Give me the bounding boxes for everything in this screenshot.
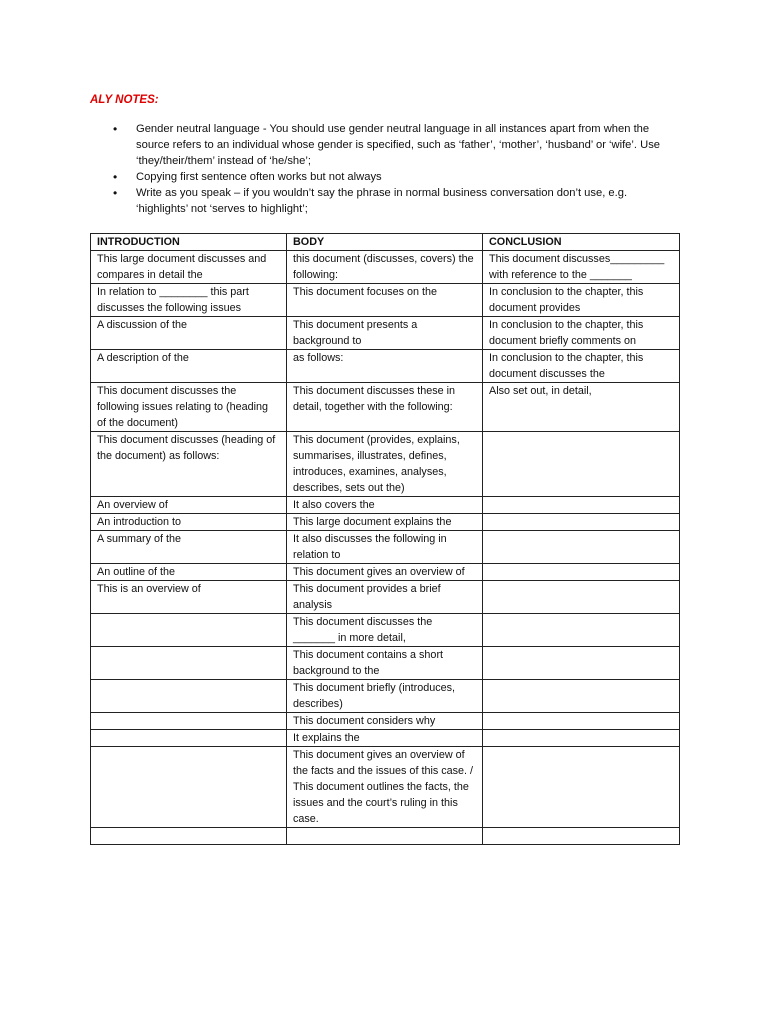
body-cell (287, 828, 483, 845)
conclusion-cell: Also set out, in detail, (483, 383, 680, 432)
bullet-item: • Write as you speak – if you wouldn’t say the phrase in normal business conversation don’t use, e.g. ‘highlights’ not ‘serves to highlight’; (113, 185, 673, 217)
table-row (91, 350, 680, 383)
conclusion-cell (483, 531, 680, 564)
table-row (91, 284, 680, 317)
header-introduction: INTRODUCTION (91, 234, 287, 251)
conclusion-cell (483, 713, 680, 730)
table-row (91, 730, 680, 747)
intro-cell (91, 747, 287, 828)
intro-cell (91, 647, 287, 680)
intro-cell: This document discusses the following issues relating to (heading of the document) (91, 383, 287, 432)
intro-cell (91, 730, 287, 747)
conclusion-cell (483, 497, 680, 514)
body-cell: It explains the (287, 730, 483, 747)
body-cell: It also discusses the following in relation to (287, 531, 483, 564)
intro-cell: A summary of the (91, 531, 287, 564)
bullet-item: • Copying first sentence often works but not always (113, 169, 673, 185)
conclusion-cell (483, 828, 680, 845)
conclusion-cell: In conclusion to the chapter, this document discusses the (483, 350, 680, 383)
body-cell: This document contains a short background to the (287, 647, 483, 680)
intro-cell: A description of the (91, 350, 287, 383)
conclusion-cell (483, 614, 680, 647)
table-row (91, 747, 680, 828)
body-cell: This document briefly (introduces, describes) (287, 680, 483, 713)
table-row (91, 317, 680, 350)
table-row (91, 251, 680, 284)
body-cell: This document (provides, explains, summarises, illustrates, defines, introduces, examines, analyses, describes, sets out the) (287, 432, 483, 497)
table-row (91, 647, 680, 680)
intro-cell: In relation to ________ this part discusses the following issues (91, 284, 287, 317)
body-cell: This document gives an overview of the facts and the issues of this case. / This document outlines the facts, the issues and the court’s ruling in this case. (287, 747, 483, 828)
table-header-row (91, 234, 680, 251)
header-body: BODY (287, 234, 483, 251)
intro-cell: An overview of (91, 497, 287, 514)
notes-title: ALY NOTES: (90, 94, 159, 106)
conclusion-cell (483, 514, 680, 531)
table-row (91, 432, 680, 497)
body-cell: It also covers the (287, 497, 483, 514)
body-cell: This document provides a brief analysis (287, 581, 483, 614)
conclusion-cell (483, 730, 680, 747)
table-row (91, 614, 680, 647)
bullet-item: • Gender neutral language - You should use gender neutral language in all instances apart from when the source refers to an individual whose gender is specified, such as ‘father’, ‘mother’, ‘husband’ or ‘wife’. Use ‘they/their/them’ instead of ‘he/she’; (113, 121, 673, 169)
intro-cell (91, 680, 287, 713)
conclusion-cell: In conclusion to the chapter, this document provides (483, 284, 680, 317)
conclusion-cell (483, 581, 680, 614)
conclusion-cell (483, 432, 680, 497)
conclusion-cell (483, 747, 680, 828)
body-cell: This large document explains the (287, 514, 483, 531)
conclusion-cell: In conclusion to the chapter, this document briefly comments on (483, 317, 680, 350)
table-row (91, 680, 680, 713)
body-cell: as follows: (287, 350, 483, 383)
body-cell: This document presents a background to (287, 317, 483, 350)
intro-cell: An outline of the (91, 564, 287, 581)
header-conclusion: CONCLUSION (483, 234, 680, 251)
intro-cell (91, 614, 287, 647)
intro-cell (91, 713, 287, 730)
table-row (91, 828, 680, 845)
phrases-table (90, 233, 680, 845)
conclusion-cell (483, 647, 680, 680)
table-row (91, 564, 680, 581)
conclusion-cell (483, 564, 680, 581)
intro-cell: An introduction to (91, 514, 287, 531)
body-cell: This document discusses the _______ in more detail, (287, 614, 483, 647)
body-cell: This document discusses these in detail, together with the following: (287, 383, 483, 432)
table-row (91, 581, 680, 614)
conclusion-cell: This document discusses_________ with reference to the _______ (483, 251, 680, 284)
intro-cell: This large document discusses and compares in detail the (91, 251, 287, 284)
intro-cell: A discussion of the (91, 317, 287, 350)
table-row (91, 713, 680, 730)
body-cell: this document (discusses, covers) the following: (287, 251, 483, 284)
table-body (91, 251, 680, 845)
table-row (91, 383, 680, 432)
table-row (91, 514, 680, 531)
body-cell: This document gives an overview of (287, 564, 483, 581)
body-cell: This document considers why (287, 713, 483, 730)
table-row (91, 531, 680, 564)
intro-cell: This document discusses (heading of the document) as follows: (91, 432, 287, 497)
table-row (91, 497, 680, 514)
intro-cell (91, 828, 287, 845)
notes-bullet-list (113, 121, 673, 217)
body-cell: This document focuses on the (287, 284, 483, 317)
intro-cell: This is an overview of (91, 581, 287, 614)
conclusion-cell (483, 680, 680, 713)
